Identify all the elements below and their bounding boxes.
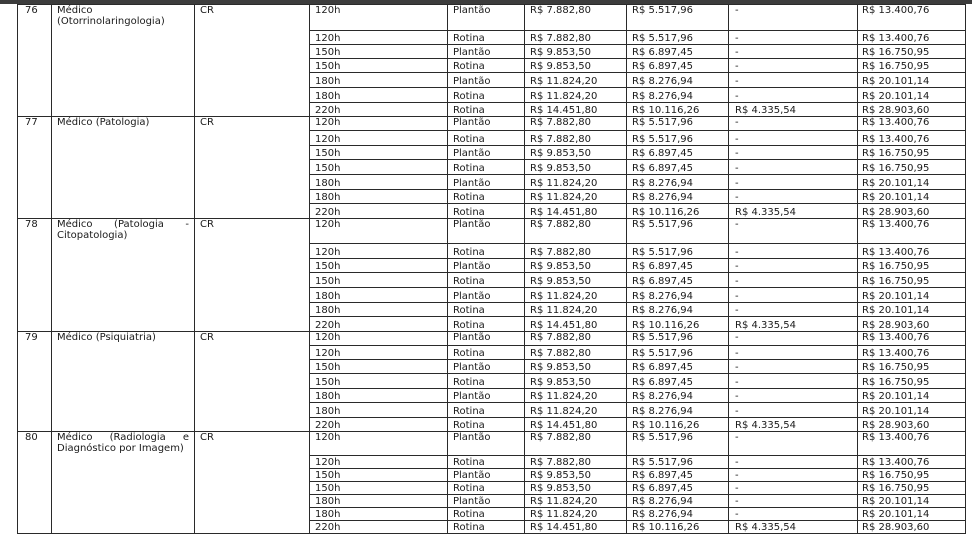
tipo-cell: Rotina (448, 190, 525, 204)
tipo-cell: Rotina (448, 244, 525, 259)
carga-horaria-cell: 150h (310, 160, 448, 175)
tipo-cell: Plantão (448, 259, 525, 273)
tipo-cell: Plantão (448, 5, 525, 31)
adicional-cell: - (729, 303, 858, 317)
regime-cell: CR (195, 117, 310, 219)
cargo-cell: Médico (Patologia - Citopatologia) (52, 219, 195, 332)
gratificacao-cell: R$ 6.897,45 (627, 59, 729, 73)
vencimento-cell: R$ 7.882,80 (525, 5, 627, 31)
total-cell: R$ 16.750,95 (858, 160, 966, 175)
adicional-cell: R$ 4.335,54 (729, 204, 858, 219)
carga-horaria-cell: 180h (310, 389, 448, 403)
vencimento-cell: R$ 9.853,50 (525, 59, 627, 73)
gratificacao-cell: R$ 8.276,94 (627, 175, 729, 190)
carga-horaria-cell: 120h (310, 432, 448, 456)
cargo-cell: Médico (Radiologia e Diagnóstico por Imagem) (52, 432, 195, 534)
vencimento-cell: R$ 14.451,80 (525, 204, 627, 219)
gratificacao-cell: R$ 10.116,26 (627, 521, 729, 534)
total-cell: R$ 20.101,14 (858, 508, 966, 521)
total-cell: R$ 20.101,14 (858, 495, 966, 508)
tipo-cell: Plantão (448, 288, 525, 303)
item-number-cell: 77 (18, 117, 52, 219)
item-number-cell: 78 (18, 219, 52, 332)
carga-horaria-cell: 120h (310, 332, 448, 346)
vencimento-cell: R$ 11.824,20 (525, 303, 627, 317)
gratificacao-cell: R$ 5.517,96 (627, 456, 729, 469)
adicional-cell: - (729, 175, 858, 190)
gratificacao-cell: R$ 6.897,45 (627, 482, 729, 495)
gratificacao-cell: R$ 8.276,94 (627, 303, 729, 317)
total-cell: R$ 16.750,95 (858, 146, 966, 160)
carga-horaria-cell: 120h (310, 31, 448, 45)
tipo-cell: Rotina (448, 88, 525, 103)
vencimento-cell: R$ 14.451,80 (525, 103, 627, 117)
total-cell: R$ 28.903,60 (858, 317, 966, 332)
table-row (18, 5, 966, 31)
gratificacao-cell: R$ 5.517,96 (627, 131, 729, 146)
gratificacao-cell: R$ 6.897,45 (627, 360, 729, 374)
total-cell: R$ 13.400,76 (858, 332, 966, 346)
adicional-cell: - (729, 403, 858, 418)
total-cell: R$ 13.400,76 (858, 432, 966, 456)
gratificacao-cell: R$ 8.276,94 (627, 508, 729, 521)
tipo-cell: Plantão (448, 432, 525, 456)
adicional-cell: R$ 4.335,54 (729, 521, 858, 534)
gratificacao-cell: R$ 10.116,26 (627, 103, 729, 117)
tipo-cell: Rotina (448, 160, 525, 175)
vencimento-cell: R$ 7.882,80 (525, 346, 627, 360)
total-cell: R$ 16.750,95 (858, 374, 966, 389)
gratificacao-cell: R$ 8.276,94 (627, 288, 729, 303)
tipo-cell: Rotina (448, 508, 525, 521)
carga-horaria-cell: 150h (310, 469, 448, 482)
tipo-cell: Plantão (448, 117, 525, 131)
gratificacao-cell: R$ 10.116,26 (627, 418, 729, 432)
total-cell: R$ 20.101,14 (858, 288, 966, 303)
adicional-cell: - (729, 389, 858, 403)
total-cell: R$ 20.101,14 (858, 389, 966, 403)
vencimento-cell: R$ 9.853,50 (525, 146, 627, 160)
total-cell: R$ 16.750,95 (858, 360, 966, 374)
carga-horaria-cell: 120h (310, 346, 448, 360)
vencimento-cell: R$ 11.824,20 (525, 288, 627, 303)
regime-cell: CR (195, 219, 310, 332)
total-cell: R$ 13.400,76 (858, 5, 966, 31)
total-cell: R$ 28.903,60 (858, 103, 966, 117)
vencimento-cell: R$ 14.451,80 (525, 317, 627, 332)
vencimento-cell: R$ 11.824,20 (525, 88, 627, 103)
gratificacao-cell: R$ 8.276,94 (627, 88, 729, 103)
gratificacao-cell: R$ 5.517,96 (627, 244, 729, 259)
adicional-cell: - (729, 456, 858, 469)
table-row (18, 332, 966, 346)
adicional-cell: - (729, 88, 858, 103)
carga-horaria-cell: 150h (310, 360, 448, 374)
total-cell: R$ 13.400,76 (858, 31, 966, 45)
carga-horaria-cell: 120h (310, 131, 448, 146)
tipo-cell: Rotina (448, 31, 525, 45)
vencimento-cell: R$ 11.824,20 (525, 508, 627, 521)
total-cell: R$ 13.400,76 (858, 244, 966, 259)
total-cell: R$ 20.101,14 (858, 403, 966, 418)
adicional-cell: - (729, 432, 858, 456)
cargo-cell: Médico (Otorrinolaringologia) (52, 5, 195, 117)
total-cell: R$ 16.750,95 (858, 59, 966, 73)
adicional-cell: - (729, 73, 858, 88)
gratificacao-cell: R$ 8.276,94 (627, 190, 729, 204)
adicional-cell: - (729, 31, 858, 45)
tipo-cell: Rotina (448, 59, 525, 73)
carga-horaria-cell: 150h (310, 59, 448, 73)
carga-horaria-cell: 120h (310, 219, 448, 244)
gratificacao-cell: R$ 5.517,96 (627, 332, 729, 346)
total-cell: R$ 13.400,76 (858, 131, 966, 146)
adicional-cell: - (729, 190, 858, 204)
vencimento-cell: R$ 14.451,80 (525, 521, 627, 534)
carga-horaria-cell: 180h (310, 403, 448, 418)
vencimento-cell: R$ 14.451,80 (525, 418, 627, 432)
tipo-cell: Rotina (448, 131, 525, 146)
carga-horaria-cell: 150h (310, 482, 448, 495)
gratificacao-cell: R$ 8.276,94 (627, 73, 729, 88)
total-cell: R$ 28.903,60 (858, 418, 966, 432)
carga-horaria-cell: 120h (310, 244, 448, 259)
gratificacao-cell: R$ 5.517,96 (627, 346, 729, 360)
item-number-cell: 76 (18, 5, 52, 117)
adicional-cell: - (729, 131, 858, 146)
tipo-cell: Rotina (448, 418, 525, 432)
vencimento-cell: R$ 11.824,20 (525, 175, 627, 190)
total-cell: R$ 16.750,95 (858, 273, 966, 288)
adicional-cell: - (729, 259, 858, 273)
gratificacao-cell: R$ 5.517,96 (627, 219, 729, 244)
carga-horaria-cell: 180h (310, 495, 448, 508)
item-number-cell: 79 (18, 332, 52, 432)
tipo-cell: Plantão (448, 389, 525, 403)
adicional-cell: - (729, 469, 858, 482)
total-cell: R$ 13.400,76 (858, 117, 966, 131)
vencimento-cell: R$ 7.882,80 (525, 117, 627, 131)
carga-horaria-cell: 120h (310, 456, 448, 469)
tipo-cell: Plantão (448, 332, 525, 346)
adicional-cell: R$ 4.335,54 (729, 418, 858, 432)
vencimento-cell: R$ 11.824,20 (525, 389, 627, 403)
table-body (18, 5, 966, 534)
tipo-cell: Plantão (448, 146, 525, 160)
adicional-cell: - (729, 346, 858, 360)
tipo-cell: Plantão (448, 219, 525, 244)
gratificacao-cell: R$ 6.897,45 (627, 469, 729, 482)
tipo-cell: Rotina (448, 456, 525, 469)
adicional-cell: - (729, 244, 858, 259)
gratificacao-cell: R$ 5.517,96 (627, 432, 729, 456)
tipo-cell: Rotina (448, 273, 525, 288)
tipo-cell: Rotina (448, 204, 525, 219)
adicional-cell: - (729, 45, 858, 59)
tipo-cell: Rotina (448, 103, 525, 117)
gratificacao-cell: R$ 8.276,94 (627, 403, 729, 418)
tipo-cell: Rotina (448, 403, 525, 418)
total-cell: R$ 20.101,14 (858, 73, 966, 88)
carga-horaria-cell: 150h (310, 259, 448, 273)
vencimento-cell: R$ 7.882,80 (525, 456, 627, 469)
carga-horaria-cell: 150h (310, 45, 448, 59)
tipo-cell: Rotina (448, 317, 525, 332)
carga-horaria-cell: 180h (310, 190, 448, 204)
gratificacao-cell: R$ 6.897,45 (627, 374, 729, 389)
tipo-cell: Plantão (448, 175, 525, 190)
tipo-cell: Rotina (448, 482, 525, 495)
adicional-cell: - (729, 360, 858, 374)
adicional-cell: - (729, 273, 858, 288)
gratificacao-cell: R$ 6.897,45 (627, 273, 729, 288)
carga-horaria-cell: 220h (310, 204, 448, 219)
adicional-cell: - (729, 219, 858, 244)
vencimento-cell: R$ 9.853,50 (525, 482, 627, 495)
vencimento-cell: R$ 9.853,50 (525, 259, 627, 273)
carga-horaria-cell: 150h (310, 273, 448, 288)
gratificacao-cell: R$ 5.517,96 (627, 117, 729, 131)
carga-horaria-cell: 220h (310, 418, 448, 432)
vencimento-cell: R$ 7.882,80 (525, 131, 627, 146)
tipo-cell: Plantão (448, 495, 525, 508)
vencimento-cell: R$ 11.824,20 (525, 403, 627, 418)
tipo-cell: Plantão (448, 469, 525, 482)
adicional-cell: - (729, 374, 858, 389)
total-cell: R$ 13.400,76 (858, 219, 966, 244)
adicional-cell: - (729, 482, 858, 495)
vencimento-cell: R$ 11.824,20 (525, 73, 627, 88)
total-cell: R$ 16.750,95 (858, 45, 966, 59)
carga-horaria-cell: 150h (310, 146, 448, 160)
total-cell: R$ 16.750,95 (858, 259, 966, 273)
gratificacao-cell: R$ 6.897,45 (627, 160, 729, 175)
vencimento-cell: R$ 9.853,50 (525, 273, 627, 288)
total-cell: R$ 20.101,14 (858, 190, 966, 204)
carga-horaria-cell: 220h (310, 103, 448, 117)
salary-table (17, 4, 966, 534)
carga-horaria-cell: 180h (310, 175, 448, 190)
vencimento-cell: R$ 7.882,80 (525, 432, 627, 456)
vencimento-cell: R$ 11.824,20 (525, 495, 627, 508)
carga-horaria-cell: 180h (310, 288, 448, 303)
gratificacao-cell: R$ 6.897,45 (627, 45, 729, 59)
vencimento-cell: R$ 9.853,50 (525, 374, 627, 389)
total-cell: R$ 28.903,60 (858, 521, 966, 534)
vencimento-cell: R$ 7.882,80 (525, 244, 627, 259)
adicional-cell: - (729, 508, 858, 521)
tipo-cell: Rotina (448, 374, 525, 389)
total-cell: R$ 28.903,60 (858, 204, 966, 219)
vencimento-cell: R$ 9.853,50 (525, 45, 627, 59)
gratificacao-cell: R$ 6.897,45 (627, 259, 729, 273)
total-cell: R$ 20.101,14 (858, 303, 966, 317)
regime-cell: CR (195, 5, 310, 117)
carga-horaria-cell: 180h (310, 88, 448, 103)
adicional-cell: R$ 4.335,54 (729, 103, 858, 117)
carga-horaria-cell: 120h (310, 117, 448, 131)
carga-horaria-cell: 180h (310, 73, 448, 88)
total-cell: R$ 13.400,76 (858, 346, 966, 360)
adicional-cell: - (729, 495, 858, 508)
gratificacao-cell: R$ 10.116,26 (627, 317, 729, 332)
cargo-cell: Médico (Psiquiatria) (52, 332, 195, 432)
tipo-cell: Plantão (448, 45, 525, 59)
carga-horaria-cell: 180h (310, 303, 448, 317)
regime-cell: CR (195, 432, 310, 534)
adicional-cell: - (729, 117, 858, 131)
tipo-cell: Rotina (448, 303, 525, 317)
tipo-cell: Rotina (448, 521, 525, 534)
gratificacao-cell: R$ 8.276,94 (627, 495, 729, 508)
gratificacao-cell: R$ 6.897,45 (627, 146, 729, 160)
vencimento-cell: R$ 9.853,50 (525, 160, 627, 175)
tipo-cell: Plantão (448, 73, 525, 88)
table-row (18, 117, 966, 131)
vencimento-cell: R$ 11.824,20 (525, 190, 627, 204)
vencimento-cell: R$ 9.853,50 (525, 360, 627, 374)
item-number-cell: 80 (18, 432, 52, 534)
total-cell: R$ 16.750,95 (858, 469, 966, 482)
carga-horaria-cell: 180h (310, 508, 448, 521)
gratificacao-cell: R$ 5.517,96 (627, 31, 729, 45)
adicional-cell: R$ 4.335,54 (729, 317, 858, 332)
adicional-cell: - (729, 160, 858, 175)
regime-cell: CR (195, 332, 310, 432)
vencimento-cell: R$ 7.882,80 (525, 332, 627, 346)
tipo-cell: Rotina (448, 346, 525, 360)
carga-horaria-cell: 220h (310, 521, 448, 534)
gratificacao-cell: R$ 5.517,96 (627, 5, 729, 31)
carga-horaria-cell: 150h (310, 374, 448, 389)
table-row (18, 432, 966, 456)
vencimento-cell: R$ 7.882,80 (525, 31, 627, 45)
total-cell: R$ 20.101,14 (858, 175, 966, 190)
vencimento-cell: R$ 7.882,80 (525, 219, 627, 244)
gratificacao-cell: R$ 8.276,94 (627, 389, 729, 403)
carga-horaria-cell: 220h (310, 317, 448, 332)
carga-horaria-cell: 120h (310, 5, 448, 31)
table-row (18, 219, 966, 244)
total-cell: R$ 13.400,76 (858, 456, 966, 469)
tipo-cell: Plantão (448, 360, 525, 374)
adicional-cell: - (729, 146, 858, 160)
adicional-cell: - (729, 59, 858, 73)
vencimento-cell: R$ 9.853,50 (525, 469, 627, 482)
cargo-cell: Médico (Patologia) (52, 117, 195, 219)
adicional-cell: - (729, 5, 858, 31)
adicional-cell: - (729, 332, 858, 346)
adicional-cell: - (729, 288, 858, 303)
total-cell: R$ 16.750,95 (858, 482, 966, 495)
total-cell: R$ 20.101,14 (858, 88, 966, 103)
gratificacao-cell: R$ 10.116,26 (627, 204, 729, 219)
